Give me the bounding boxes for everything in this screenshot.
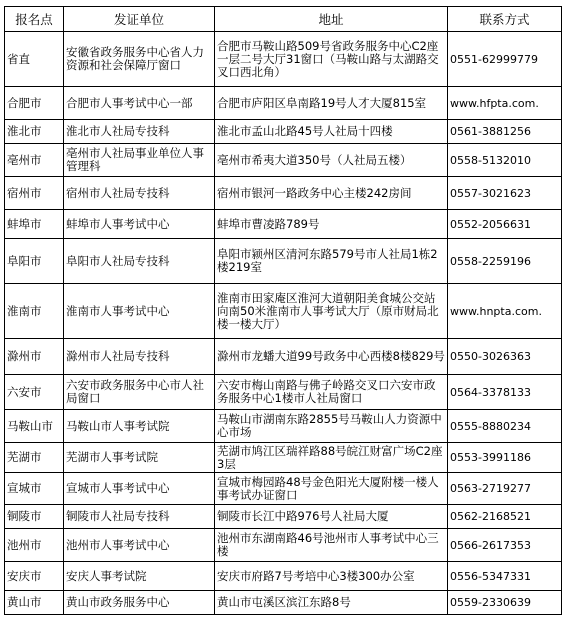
cell-contact: 0558-5132010 [448, 144, 562, 177]
cell-address: 铜陵市长江中路976号人社局大厦 [215, 505, 448, 529]
cell-contact: 0562-2168521 [448, 505, 562, 529]
cell-site: 蚌埠市 [5, 210, 64, 239]
cell-issuer: 淮南市人事考试中心 [64, 284, 215, 339]
cell-issuer: 亳州市人社局事业单位人事管理科 [64, 144, 215, 177]
cell-issuer: 宣城市人事考试中心 [64, 473, 215, 505]
cell-address: 阜阳市颍州区清河东路579号市人社局1栋2楼219室 [215, 239, 448, 284]
cell-contact: 0566-2617353 [448, 529, 562, 562]
cell-contact: 0558-2259196 [448, 239, 562, 284]
cell-address: 合肥市庐阳区阜南路19号人才大厦815室 [215, 87, 448, 120]
cell-contact: 0555-8880234 [448, 410, 562, 443]
table-row [5, 177, 562, 210]
cell-issuer: 宿州市人社局专技科 [64, 177, 215, 210]
cell-issuer: 铜陵市人社局专技科 [64, 505, 215, 529]
cell-issuer: 芜湖市人事考试院 [64, 443, 215, 473]
cell-issuer: 阜阳市人社局专技科 [64, 239, 215, 284]
table-row [5, 473, 562, 505]
cell-address: 淮南市田家庵区淮河大道朝阳美食城公交站向南50米淮南市人事考试大厅（原市财局北楼一楼大厅） [215, 284, 448, 339]
cell-address: 池州市东湖南路46号池州市人事考试中心三楼 [215, 529, 448, 562]
table-row [5, 239, 562, 284]
cell-issuer: 黄山市政务服务中心 [64, 591, 215, 615]
cell-issuer: 六安市政务服务中心市人社局窗口 [64, 375, 215, 410]
table-row [5, 562, 562, 591]
cell-contact-link[interactable]: www.hnpta.com. [448, 284, 562, 339]
cell-issuer: 淮北市人社局专技科 [64, 120, 215, 144]
cell-address: 宿州市银河一路政务中心主楼242房间 [215, 177, 448, 210]
cell-address: 宣城市梅园路48号金色阳光大厦附楼一楼人事考试办证窗口 [215, 473, 448, 505]
table-row [5, 529, 562, 562]
cell-contact: 0563-2719277 [448, 473, 562, 505]
cell-contact: 0552-2056631 [448, 210, 562, 239]
cell-site: 铜陵市 [5, 505, 64, 529]
header-site: 报名点 [5, 7, 64, 32]
table-row [5, 443, 562, 473]
cell-address: 滁州市龙蟠大道99号政务中心西楼8楼829号 [215, 339, 448, 375]
table-row [5, 32, 562, 87]
cell-address: 芜湖市鸠江区瑞祥路88号皖江财富广场C2座3层 [215, 443, 448, 473]
cell-address: 淮北市孟山北路45号人社局十四楼 [215, 120, 448, 144]
cell-address: 蚌埠市曹凌路789号 [215, 210, 448, 239]
cell-site: 芜湖市 [5, 443, 64, 473]
header-address: 地址 [215, 7, 448, 32]
cell-site: 宿州市 [5, 177, 64, 210]
cell-address: 安庆市府路7号考培中心3楼300办公室 [215, 562, 448, 591]
cell-contact: 0553-3991186 [448, 443, 562, 473]
cell-issuer: 合肥市人事考试中心一部 [64, 87, 215, 120]
cell-issuer: 蚌埠市人事考试中心 [64, 210, 215, 239]
cell-site: 淮北市 [5, 120, 64, 144]
table-row [5, 210, 562, 239]
cell-address: 合肥市马鞍山路509号省政务服务中心C2座一层二号大厅31窗口（马鞍山路与太湖路交叉口西北角） [215, 32, 448, 87]
cell-site: 六安市 [5, 375, 64, 410]
cell-contact: 0550-3026363 [448, 339, 562, 375]
cell-site: 宣城市 [5, 473, 64, 505]
cell-address: 六安市梅山南路与佛子岭路交叉口六安市政务服务中心1楼市人社局窗口 [215, 375, 448, 410]
table-header-row [5, 7, 562, 32]
table-row [5, 339, 562, 375]
table-row [5, 505, 562, 529]
cell-address: 亳州市希夷大道350号（人社局五楼） [215, 144, 448, 177]
cell-contact: 0557-3021623 [448, 177, 562, 210]
header-contact: 联系方式 [448, 7, 562, 32]
cell-site: 淮南市 [5, 284, 64, 339]
cell-issuer: 滁州市人社局专技科 [64, 339, 215, 375]
cell-contact: 0556-5347331 [448, 562, 562, 591]
table-row [5, 284, 562, 339]
cell-contact: 0561-3881256 [448, 120, 562, 144]
cell-site: 滁州市 [5, 339, 64, 375]
cell-contact: 0559-2330639 [448, 591, 562, 615]
cell-issuer: 安庆人事考试院 [64, 562, 215, 591]
cell-issuer: 马鞍山市人事考试院 [64, 410, 215, 443]
cell-address: 黄山市屯溪区滨江东路8号 [215, 591, 448, 615]
cell-contact: 0564-3378133 [448, 375, 562, 410]
cell-site: 合肥市 [5, 87, 64, 120]
certificate-office-table [4, 6, 562, 615]
table-row [5, 87, 562, 120]
table-row [5, 120, 562, 144]
cell-issuer: 池州市人事考试中心 [64, 529, 215, 562]
table-row [5, 144, 562, 177]
cell-site: 亳州市 [5, 144, 64, 177]
cell-site: 阜阳市 [5, 239, 64, 284]
cell-contact: 0551-62999779 [448, 32, 562, 87]
table-row [5, 591, 562, 615]
cell-site: 省直 [5, 32, 64, 87]
cell-site: 黄山市 [5, 591, 64, 615]
cell-site: 安庆市 [5, 562, 64, 591]
cell-site: 马鞍山市 [5, 410, 64, 443]
table-row [5, 410, 562, 443]
table-row [5, 375, 562, 410]
cell-issuer: 安徽省政务服务中心省人力资源和社会保障厅窗口 [64, 32, 215, 87]
header-issuer: 发证单位 [64, 7, 215, 32]
cell-address: 马鞍山市湖南东路2855号马鞍山人力资源中心市场 [215, 410, 448, 443]
cell-contact-link[interactable]: www.hfpta.com. [448, 87, 562, 120]
cell-site: 池州市 [5, 529, 64, 562]
